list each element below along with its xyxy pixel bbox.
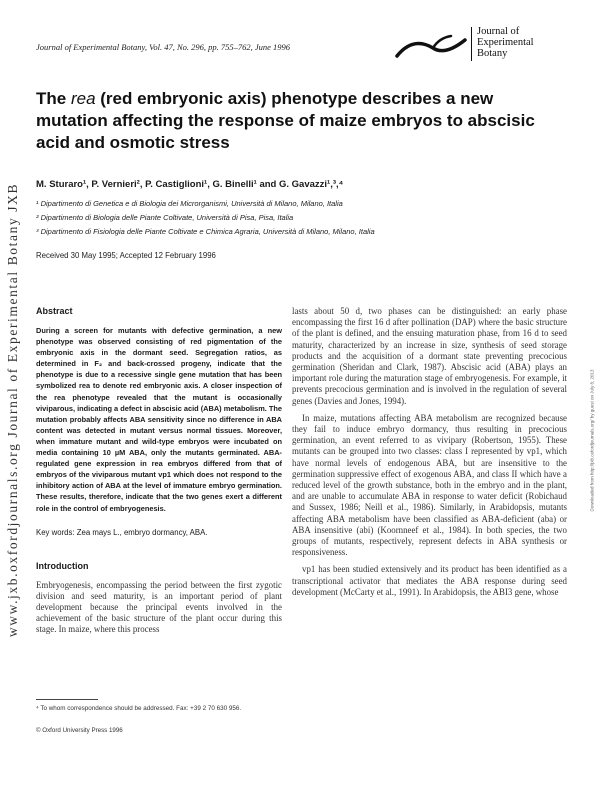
introduction-heading: Introduction [36,560,89,571]
sprouting-plant-icon [395,32,469,60]
footnote-text: ⁴ To whom correspondence should be addressed. Fax: +39 2 70 630 956. [36,704,242,712]
running-head: Journal of Experimental Botany, Vol. 47, No. 296, pp. 755–762, June 1996 [36,42,291,52]
side-band-text: www.jxb.oxfordjournals.org Journal of Experimental Botany JXB [5,182,21,638]
author-list: M. Sturaro¹, P. Vernieri², P. Castiglioni¹, G. Binelli¹ and G. Gavazzi¹,³,⁴ [36,179,344,190]
copyright-line: © Oxford University Press 1996 [36,727,123,734]
logo-divider [471,27,472,61]
article-title [36,88,556,154]
journal-logo [395,26,575,70]
affiliation-2: ² Dipartimento di Biologia delle Piante Coltivate, Università di Pisa, Pisa, Italia [36,213,294,222]
keywords: Key words: Zea mays L., embryo dormancy, ABA. [36,527,208,537]
body-paragraph: In maize, mutations affecting ABA metabolism are recognized because they fail to induce embryo dormancy, thus resulting in precocious germination, an event referred to as vivipary (Robertson, 1955). These mutants can be grouped into two classes: class I represented by vp1, which have normal levels of endogenous ABA, but are insensitive to the germination suppressive effect of exogenous ABA, and class II which have a reduced level of the growth substance, both in the embryo and in the plant, and are unable to accumulate ABA in response to water deficit (Robichaud and Sussex, 1986; Neill et al., 1986). Similarly, in Arabidopsis, mutants affecting ABA metabolism have been classified as ABA-deficient (aba) or ABA insensitive (abi) (Koornneef et al., 1984). In both species, the two groups of mutants, respectively, represent defects in ABA synthesis or responsiveness. [292,412,567,558]
abstract-heading: Abstract [36,306,73,316]
logo-text [477,26,534,59]
footnote-rule [36,699,98,700]
right-column [292,306,567,598]
logo-line-3: Botany [477,48,508,59]
title-rest: (red embryonic axis) phenotype describes a new mutation affecting the response of maize embryos to abscisic acid and osmotic stress [36,89,535,152]
journal-side-band [4,40,22,780]
logo-line-1: Journal of [477,26,520,37]
title-prefix: The [36,89,71,108]
correspondence-footnote [36,699,282,712]
download-watermark-text: Downloaded from http://jxb.oxfordjournals.org/ by guest on July 8, 2013 [589,368,595,512]
introduction-paragraph: Embryogenesis, encompassing the period between the first zygotic division and seed maturity, is an important period of plant development because the principal events involved in the achievement of the basic structure of the plant occur during this stage. In maize, where this process [36,579,282,635]
left-column [36,306,282,636]
affiliation-3: ³ Dipartimento di Fisiologia delle Piante Coltivate e Chimica Agraria, Università di Milano, Milano, Italia [36,227,375,236]
affiliation-1: ¹ Dipartimento di Genetica e di Biologia dei Microrganismi, Università di Milano, Milano, Italia [36,199,343,208]
logo-line-2: Experimental [477,37,534,48]
body-paragraph: vp1 has been studied extensively and its product has been identified as a transcriptional activator that mediates the ABA response during seed development (McCarty et al., 1991). In Arabidopsis, the ABI3 gene, whose [292,564,567,597]
body-paragraph: lasts about 50 d, two phases can be distinguished: an early phase encompassing the first 16 d after pollination (DAP) where the basic structure of the plant is defined, and the ensuing maturation phase, from 16 d to seed maturity, characterized by an increase in size, synthesis of seed storage products and the acquisition of a dormant state preventing precocious germination (Sheridan and Clark, 1987). Abscisic acid (ABA) plays an important role during the maturation stage of embryogenesis. For example, it prevents precocious germination and is involved in the regulation of several genes (Davies and Jones, 1994). [292,306,567,406]
title-gene-symbol: rea [70,89,96,108]
received-accepted-dates: Received 30 May 1995; Accepted 12 February 1996 [36,251,216,260]
download-watermark [586,300,598,580]
abstract-text: During a screen for mutants with defective germination, a new phenotype was observed consisting of red pigmentation of the embryonic axis in the dormant seed. Segregation ratios, as determined in F₂ and back-crossed progeny, indicate that the phenotype is due to a recessive single gene mutation that has been symbolized rea to denote red embryonic axis. A closer inspection of the rea phenotype revealed that the mutant is occasionally viviparous, indicating a defect in abscisic acid (ABA) metabolism. The mutation probably affects ABA sensitivity since no difference in ABA content was detected in mutant versus normal tissues. Moreover, when immature mutant and wild-type embryos were incubated on media containing 10 µM ABA, only the mutants germinated. ABA-regulated gene expression in rea embryos differed from that of embryos of the viviparous mutant vp1 which does not respond to the inhibitory action of ABA at the level of immature embryo germination. These results, therefore, indicate that the two genes exert a different role in the control of embryogenesis. [36,326,283,513]
